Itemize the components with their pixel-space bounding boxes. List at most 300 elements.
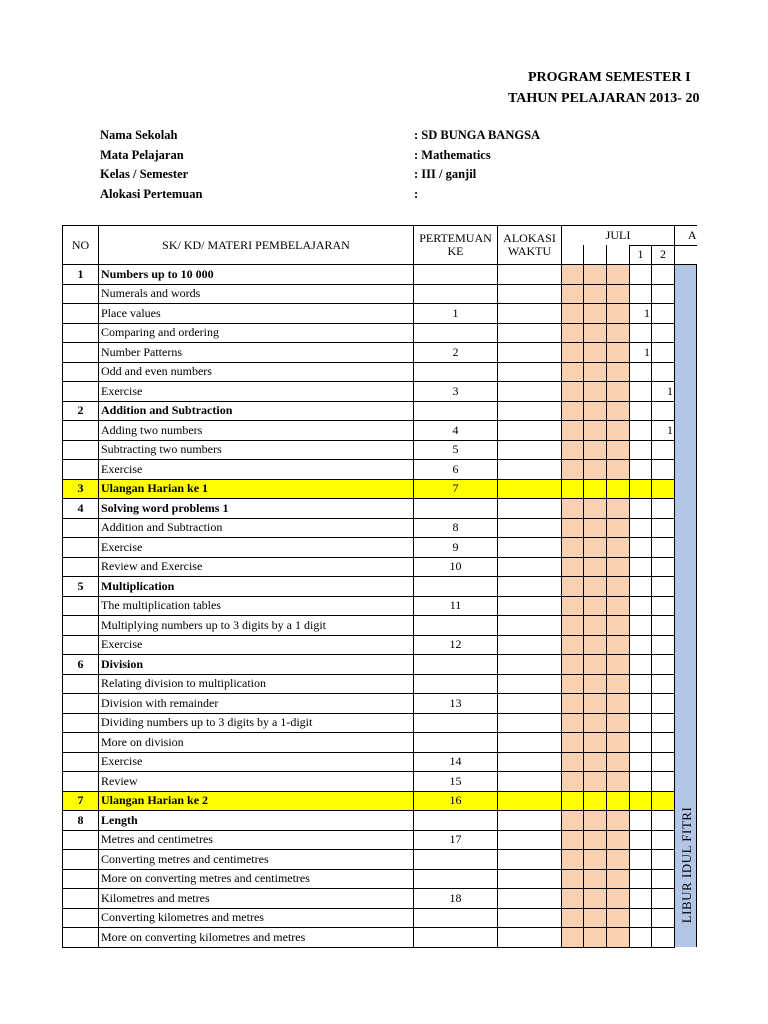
week-cell [607,440,630,460]
holiday-cell [675,304,697,324]
holiday-cell [675,382,697,402]
holiday-cell [675,538,697,558]
row-materi: Number Patterns [99,343,414,363]
row-materi: Multiplication [99,577,414,597]
week-cell [652,343,675,363]
holiday-cell [675,713,697,733]
row-alokasi [498,596,562,616]
row-alokasi [498,772,562,792]
week-cell [607,596,630,616]
table-row [63,577,697,597]
week-cell [607,752,630,772]
highlight-row [63,479,697,499]
holiday-cell [675,752,697,772]
table-row [63,616,697,636]
week-cell [607,713,630,733]
week-cell [630,791,652,811]
row-number [63,713,99,733]
week-cell [652,557,675,577]
row-pertemuan: 5 [414,440,498,460]
week-cell [584,518,607,538]
week-cell [562,928,584,948]
row-number [63,830,99,850]
week-cell [562,245,584,265]
holiday-label [679,806,695,924]
holiday-cell [675,265,697,285]
row-materi: Numbers up to 10 000 [99,265,414,285]
row-number [63,635,99,655]
row-materi: Relating division to multiplication [99,674,414,694]
table-row [63,343,697,363]
table-row [63,655,697,675]
row-materi: Adding two numbers [99,421,414,441]
week-cell [630,655,652,675]
info-value: : Mathematics [414,147,491,162]
info-label: Mata Pelajaran [100,147,184,162]
week-cell [607,557,630,577]
row-pertemuan: 12 [414,635,498,655]
week-cell [584,557,607,577]
holiday-label-text: LIBUR IDUL FITRI [679,806,694,924]
week-cell [584,284,607,304]
row-number [63,752,99,772]
week-cell [630,733,652,753]
row-pertemuan: 15 [414,772,498,792]
holiday-cell [675,401,697,421]
header-materi: SK/ KD/ MATERI PEMBELAJARAN [99,226,414,265]
week-cell [584,323,607,343]
week-cell [562,499,584,519]
row-number [63,284,99,304]
header-month-juli: JULI [562,226,675,246]
week-cell [652,518,675,538]
row-materi: Converting metres and centimetres [99,850,414,870]
holiday-cell [675,460,697,480]
row-pertemuan: 3 [414,382,498,402]
row-pertemuan: 8 [414,518,498,538]
week-cell [584,733,607,753]
week-cell [584,440,607,460]
row-number [63,557,99,577]
info-value: : III / ganjil [414,167,477,181]
week-cell [630,713,652,733]
week-cell [584,362,607,382]
week-cell [607,284,630,304]
week-cell [584,479,607,499]
week-cell [652,284,675,304]
week-cell [652,323,675,343]
week-cell: 1 [630,343,652,363]
week-cell [630,752,652,772]
week-cell [562,889,584,909]
week-cell [562,343,584,363]
row-alokasi [498,830,562,850]
row-pertemuan [414,655,498,675]
row-number [63,323,99,343]
row-alokasi [498,655,562,675]
row-pertemuan: 14 [414,752,498,772]
week-cell [630,538,652,558]
week-cell [652,791,675,811]
week-cell [607,265,630,285]
week-cell [652,733,675,753]
week-cell [607,401,630,421]
row-pertemuan [414,616,498,636]
week-cell [630,596,652,616]
row-pertemuan: 10 [414,557,498,577]
row-alokasi [498,674,562,694]
row-pertemuan [414,733,498,753]
row-number [63,928,99,948]
week-cell [584,577,607,597]
row-materi: Division with remainder [99,694,414,714]
row-pertemuan [414,811,498,831]
row-alokasi [498,265,562,285]
table-row [63,908,697,928]
week-cell [584,869,607,889]
week-cell [630,674,652,694]
week-2: 2 [652,245,675,265]
row-materi: Converting kilometres and metres [99,908,414,928]
row-materi: More on converting kilometres and metres [99,928,414,948]
week-cell [652,362,675,382]
row-materi: Dividing numbers up to 3 digits by a 1-digit [99,713,414,733]
row-number [63,616,99,636]
row-materi: Exercise [99,538,414,558]
row-pertemuan [414,362,498,382]
week-cell [607,635,630,655]
week-cell [652,265,675,285]
row-materi: Division [99,655,414,675]
week-cell [562,557,584,577]
week-cell [584,908,607,928]
holiday-cell [675,557,697,577]
week-cell [584,245,607,265]
row-number [63,596,99,616]
row-alokasi [498,889,562,909]
week-cell [584,713,607,733]
table-row [63,596,697,616]
row-materi: Comparing and ordering [99,323,414,343]
row-alokasi [498,499,562,519]
week-cell [607,908,630,928]
week-cell: 1 [652,421,675,441]
holiday-cell [675,616,697,636]
row-number [63,304,99,324]
week-cell [630,908,652,928]
row-alokasi [498,382,562,402]
holiday-cell [675,362,697,382]
week-cell [607,577,630,597]
row-materi: Ulangan Harian ke 1 [99,479,414,499]
week-cell [630,518,652,538]
row-alokasi [498,401,562,421]
week-cell [630,772,652,792]
row-alokasi [498,557,562,577]
row-number: 1 [63,265,99,285]
row-number [63,908,99,928]
week-cell [562,284,584,304]
info-label: Nama Sekolah [100,128,178,142]
week-cell [584,694,607,714]
row-alokasi [498,304,562,324]
table-row [63,421,697,441]
row-materi: The multiplication tables [99,596,414,616]
week-cell [607,791,630,811]
week-cell [562,382,584,402]
week-cell [652,635,675,655]
table-row [63,928,697,948]
row-materi: Review and Exercise [99,557,414,577]
week-cell [607,616,630,636]
week-cell [562,440,584,460]
row-number [63,538,99,558]
holiday-cell [675,421,697,441]
row-pertemuan [414,674,498,694]
row-alokasi [498,362,562,382]
row-materi: Subtracting two numbers [99,440,414,460]
header-pertemuan: PERTEMUAN KE [414,226,498,265]
week-cell [652,889,675,909]
row-number [63,362,99,382]
row-number [63,674,99,694]
row-number: 2 [63,401,99,421]
row-pertemuan [414,577,498,597]
row-number [63,460,99,480]
week-cell [607,830,630,850]
week-cell [607,323,630,343]
week-cell [562,635,584,655]
week-cell [562,908,584,928]
week-cell [630,460,652,480]
row-materi: Multiplying numbers up to 3 digits by a 1 digit [99,616,414,636]
table-row [63,284,697,304]
row-alokasi [498,518,562,538]
row-pertemuan: 18 [414,889,498,909]
week-cell [607,733,630,753]
week-cell [630,830,652,850]
row-alokasi [498,733,562,753]
table-row [63,265,697,285]
row-number: 6 [63,655,99,675]
week-cell [562,869,584,889]
row-alokasi [498,538,562,558]
table-row [63,811,697,831]
week-cell [652,772,675,792]
row-pertemuan: 13 [414,694,498,714]
row-number [63,421,99,441]
table-row [63,752,697,772]
row-alokasi [498,635,562,655]
week-cell [584,460,607,480]
row-alokasi [498,811,562,831]
table-row [63,440,697,460]
highlight-row [63,791,697,811]
row-materi: Addition and Subtraction [99,401,414,421]
week-cell [584,616,607,636]
holiday-cell [675,577,697,597]
week-cell [630,850,652,870]
row-alokasi [498,694,562,714]
week-cell [562,772,584,792]
row-materi: Exercise [99,460,414,480]
row-number [63,518,99,538]
week-cell [630,635,652,655]
week-cell [630,499,652,519]
row-alokasi [498,850,562,870]
row-materi: Addition and Subtraction [99,518,414,538]
week-cell [630,265,652,285]
week-cell [630,577,652,597]
row-alokasi [498,908,562,928]
table-row [63,538,697,558]
holiday-cell [675,928,697,948]
week-cell [630,421,652,441]
table-row [63,401,697,421]
row-pertemuan [414,265,498,285]
week-cell [562,596,584,616]
week-cell [562,304,584,324]
table-row [63,304,697,324]
week-cell [630,362,652,382]
week-1: 1 [630,245,652,265]
week-cell [607,674,630,694]
week-cell [584,596,607,616]
week-cell [562,616,584,636]
row-pertemuan [414,499,498,519]
table-row [63,518,697,538]
week-cell [607,245,630,265]
row-alokasi [498,421,562,441]
week-cell [652,499,675,519]
row-materi: Exercise [99,635,414,655]
week-cell [630,616,652,636]
holiday-cell [675,733,697,753]
week-cell [607,362,630,382]
table-row [63,460,697,480]
row-materi: Review [99,772,414,792]
info-value: : SD BUNGA BANGSA [414,128,541,142]
row-pertemuan: 6 [414,460,498,480]
header-alokasi: ALOKASI WAKTU [498,226,562,265]
row-materi: Metres and centimetres [99,830,414,850]
row-number [63,850,99,870]
row-pertemuan: 2 [414,343,498,363]
week-cell [562,733,584,753]
holiday-cell [675,440,697,460]
row-materi: Solving word problems 1 [99,499,414,519]
row-pertemuan [414,401,498,421]
week-cell [652,811,675,831]
week-cell [607,421,630,441]
week-cell [562,479,584,499]
week-cell [652,869,675,889]
holiday-cell [675,772,697,792]
row-number [63,694,99,714]
row-alokasi [498,713,562,733]
week-cell [652,401,675,421]
week-cell [607,499,630,519]
week-cell [584,304,607,324]
table-row [63,674,697,694]
holiday-cell [675,596,697,616]
week-cell [652,694,675,714]
week-cell [584,850,607,870]
holiday-cell [675,284,697,304]
week-cell: 1 [652,382,675,402]
table-row [63,694,697,714]
week-cell [562,460,584,480]
week-cell [652,928,675,948]
week-cell [562,538,584,558]
info-label: Kelas / Semester [100,167,189,181]
row-alokasi [498,460,562,480]
week-cell [652,460,675,480]
row-materi: More on converting metres and centimetres [99,869,414,889]
table-row [63,772,697,792]
week-cell [584,382,607,402]
week-cell [630,889,652,909]
row-materi: Ulangan Harian ke 2 [99,791,414,811]
week-cell: 1 [630,304,652,324]
week-cell [607,811,630,831]
week-cell [652,440,675,460]
week-cell [562,694,584,714]
week-cell [652,655,675,675]
week-cell [607,655,630,675]
week-cell [562,674,584,694]
week-cell [562,577,584,597]
row-pertemuan [414,284,498,304]
row-number [63,382,99,402]
row-pertemuan: 17 [414,830,498,850]
row-number: 5 [63,577,99,597]
week-cell [584,830,607,850]
table-row [63,323,697,343]
row-pertemuan [414,713,498,733]
week-cell [584,811,607,831]
holiday-cell [675,694,697,714]
row-alokasi [498,479,562,499]
week-cell [562,830,584,850]
week-cell [630,284,652,304]
week-cell [584,265,607,285]
week-cell [607,889,630,909]
week-cell [652,908,675,928]
table-row [63,362,697,382]
week-cell [652,674,675,694]
row-materi: More on division [99,733,414,753]
week-cell [652,616,675,636]
row-pertemuan [414,850,498,870]
row-materi: Odd and even numbers [99,362,414,382]
document-subtitle: TAHUN PELAJARAN 2013- 20 [508,91,700,106]
week-cell [607,382,630,402]
week-cell [652,304,675,324]
row-materi: Place values [99,304,414,324]
holiday-cell [675,323,697,343]
week-cell [630,869,652,889]
week-cell [562,265,584,285]
row-materi: Kilometres and metres [99,889,414,909]
row-pertemuan: 16 [414,791,498,811]
row-number [63,343,99,363]
week-cell [607,928,630,948]
table-row [63,850,697,870]
week-cell [584,401,607,421]
row-pertemuan: 1 [414,304,498,324]
row-number: 7 [63,791,99,811]
